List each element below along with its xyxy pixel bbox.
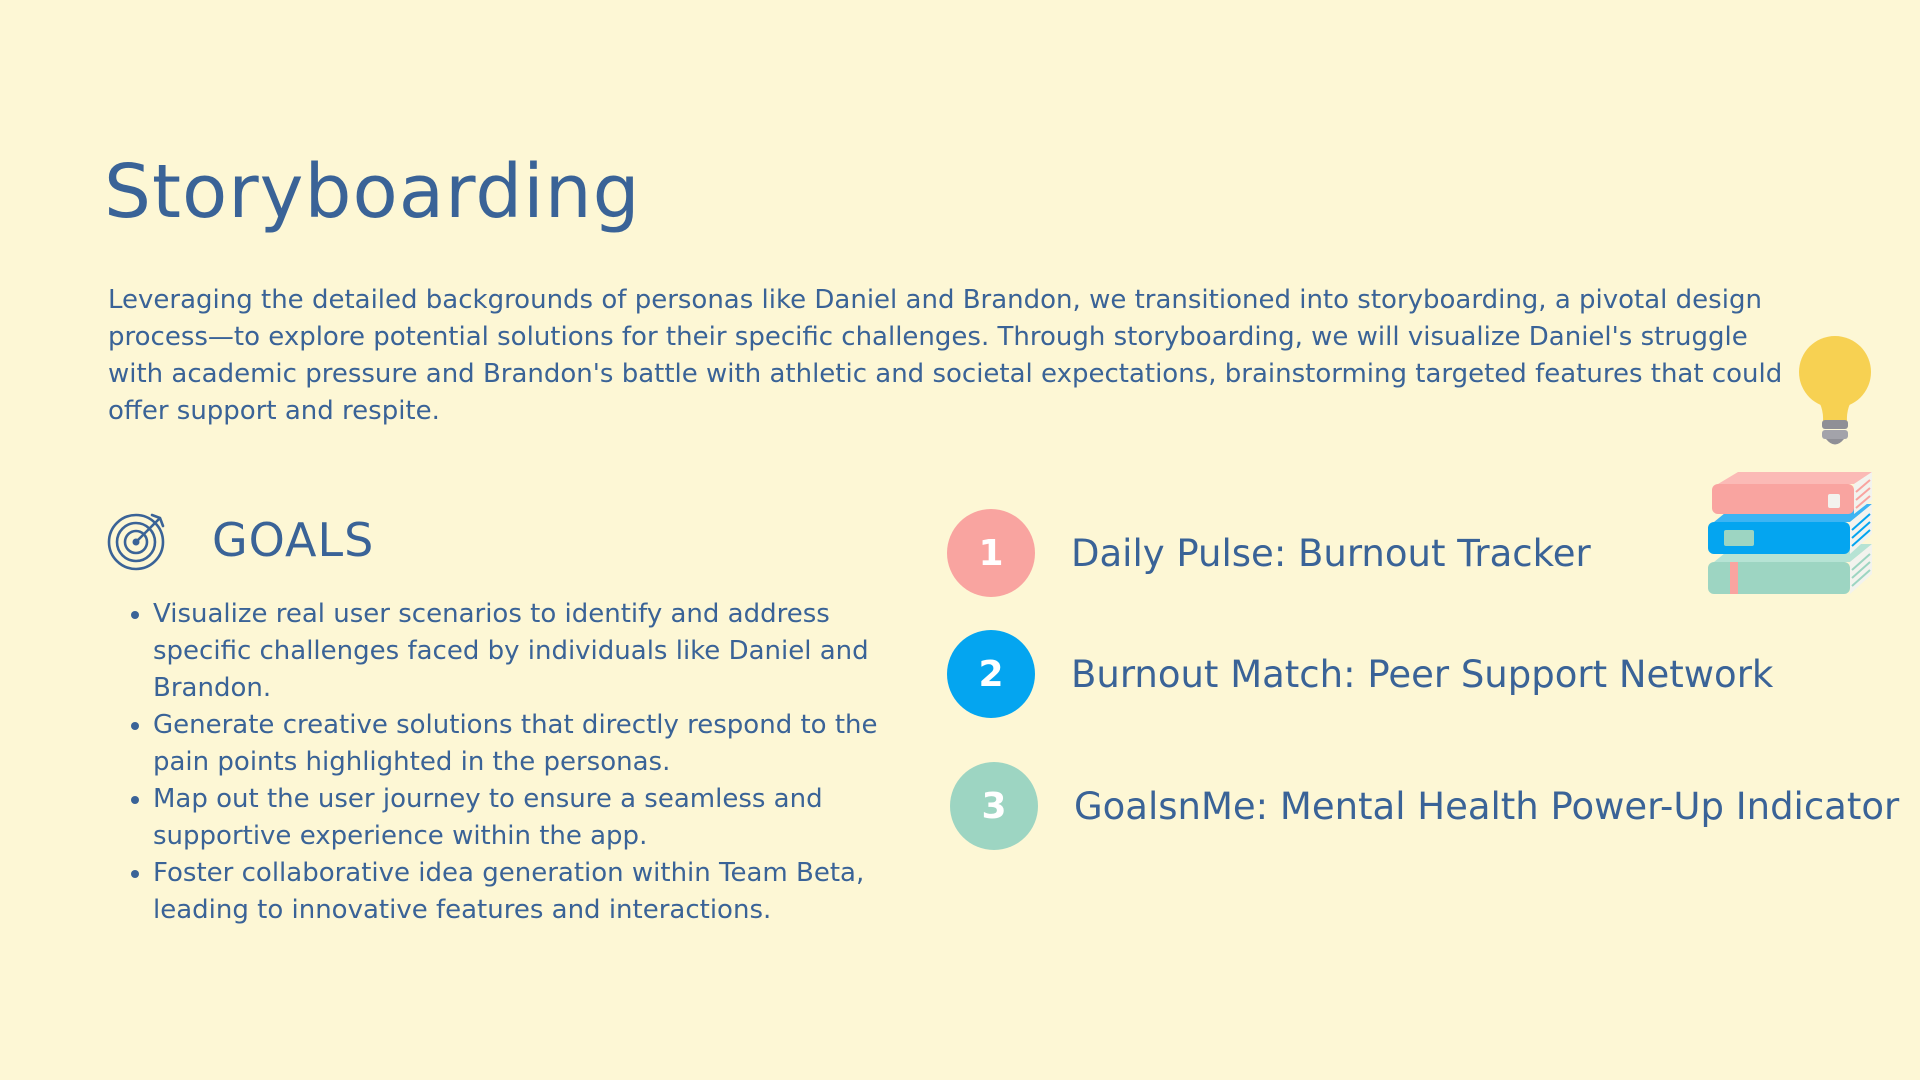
feature-item-3: [950, 762, 1899, 850]
feature-label: Burnout Match: Peer Support Network: [1071, 652, 1774, 696]
feature-number-badge: 1: [947, 509, 1035, 597]
intro-paragraph: Leveraging the detailed backgrounds of personas like Daniel and Brandon, we transitioned into storyboarding, a pivotal design process—to explore potential solutions for their specific challenges. Through storyboarding, we will visualize Daniel's struggle with academic pressure and Brandon's battle with athletic and societal expectations, brainstorming targeted features that could offer support and respite.: [108, 285, 1783, 426]
goal-item: • Map out the user journey to ensure a seamless and supportive experience within the app.: [153, 781, 923, 855]
feature-item-2: [947, 630, 1773, 718]
feature-number-badge: 2: [947, 630, 1035, 718]
books-icon: [1700, 470, 1880, 600]
feature-label: GoalsnMe: Mental Health Power-Up Indicator: [1074, 784, 1900, 828]
page-title: Storyboarding: [104, 149, 641, 235]
feature-label: Daily Pulse: Burnout Tracker: [1071, 531, 1591, 575]
goals-list: [108, 596, 923, 929]
feature-number-badge: 3: [950, 762, 1038, 850]
goals-title: GOALS: [212, 513, 375, 567]
goal-item: • Foster collaborative idea generation within Team Beta, leading to innovative features and interactions.: [153, 855, 923, 929]
feature-item-1: [947, 509, 1591, 597]
goal-item: • Visualize real user scenarios to identify and address specific challenges faced by individuals like Daniel and Brandon.: [153, 596, 923, 707]
goal-item: • Generate creative solutions that directly respond to the pain points highlighted in the personas.: [153, 707, 923, 781]
target-icon: [106, 508, 170, 572]
goals-header: [106, 508, 374, 572]
lightbulb-icon: [1790, 330, 1880, 450]
